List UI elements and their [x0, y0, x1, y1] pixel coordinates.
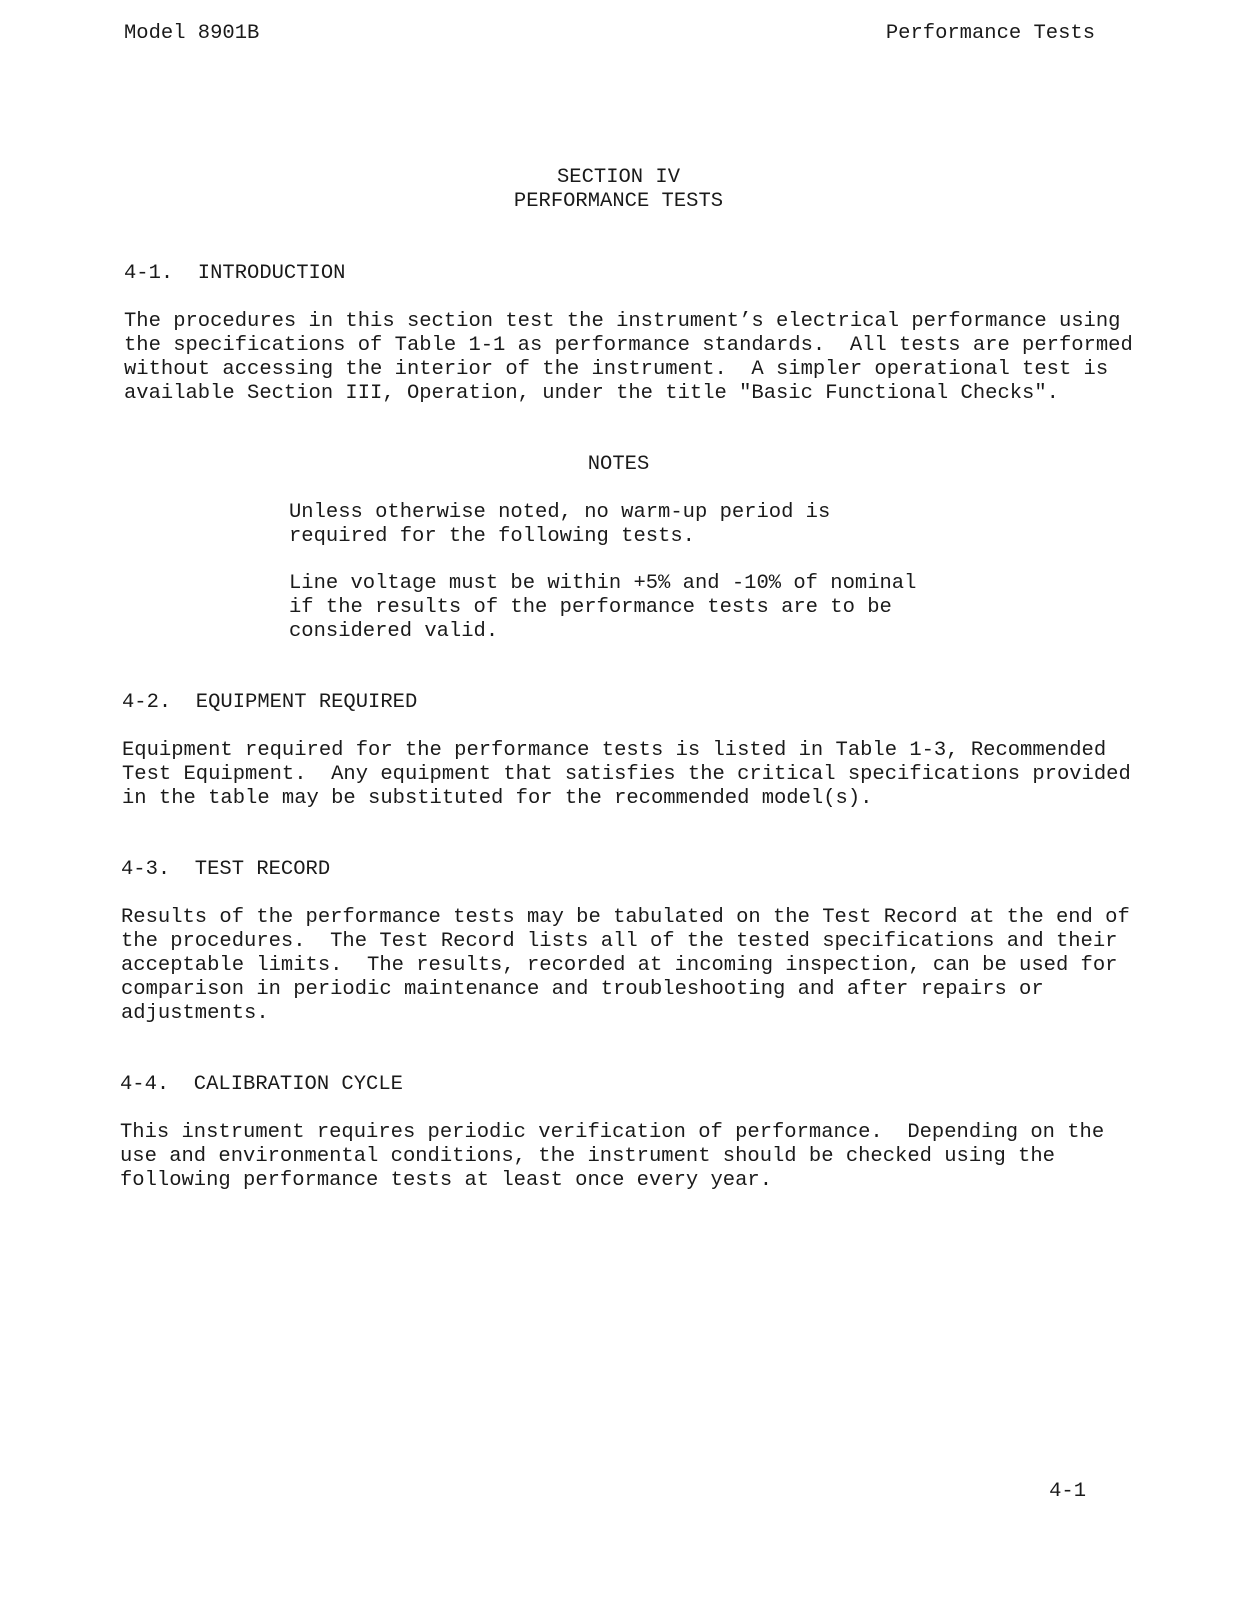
paragraph-equipment-required — [122, 739, 1131, 811]
note-line: Unless otherwise noted, no warm-up period is — [289, 501, 831, 524]
paragraph-introduction — [124, 310, 1133, 406]
paragraph-line: use and environmental conditions, the instrument should be checked using the — [120, 1145, 1055, 1168]
running-header-section: Performance Tests — [885, 22, 1095, 45]
paragraph-line: Equipment required for the performance tests is listed in Table 1-3, Recommended — [122, 739, 1107, 762]
section-number: SECTION IV — [556, 166, 681, 189]
paragraph-line: the procedures. The Test Record lists all of the tested specifications and their — [121, 930, 1118, 953]
paragraph-line: the specifications of Table 1-1 as performance standards. All tests are performed — [124, 334, 1133, 357]
heading-calibration-cycle: 4-4. CALIBRATION CYCLE — [120, 1073, 403, 1096]
paragraph-calibration-cycle — [120, 1121, 1104, 1193]
paragraph-line: acceptable limits. The results, recorded at incoming inspection, can be used for — [121, 954, 1118, 977]
heading-test-record: 4-3. TEST RECORD — [121, 858, 331, 881]
note-line: Line voltage must be within +5% and -10% of nominal — [289, 572, 917, 595]
heading-equipment-required: 4-2. EQUIPMENT REQUIRED — [122, 691, 418, 714]
paragraph-line: This instrument requires periodic verification of performance. Depending on the — [120, 1121, 1105, 1144]
paragraph-test-record — [121, 906, 1130, 1026]
paragraph-line: Test Equipment. Any equipment that satisfies the critical specifications provided — [122, 763, 1131, 786]
running-header-model: Model 8901B — [124, 22, 260, 45]
paragraph-line: comparison in periodic maintenance and troubleshooting and after repairs or — [121, 978, 1044, 1001]
note-line: if the results of the performance tests are to be — [289, 596, 892, 619]
paragraph-line: The procedures in this section test the instrument’s electrical performance using — [124, 310, 1121, 333]
paragraph-line: Results of the performance tests may be tabulated on the Test Record at the end of — [121, 906, 1130, 929]
paragraph-line: following performance tests at least once every year. — [120, 1169, 773, 1192]
heading-introduction: 4-1. INTRODUCTION — [124, 262, 346, 285]
note-line: required for the following tests. — [289, 525, 695, 548]
paragraph-line: without accessing the interior of the instrument. A simpler operational test is — [124, 358, 1109, 381]
note-line: considered valid. — [289, 620, 499, 643]
note-line-voltage — [289, 572, 916, 644]
paragraph-line: in the table may be substituted for the recommended model(s). — [122, 787, 873, 810]
paragraph-line: adjustments. — [121, 1002, 269, 1025]
section-title: PERFORMANCE TESTS — [513, 190, 724, 213]
notes-title: NOTES — [587, 453, 650, 476]
paragraph-line: available Section III, Operation, under the title "Basic Functional Checks". — [124, 382, 1059, 405]
page-number: 4-1 — [1049, 1480, 1086, 1503]
note-warm-up — [289, 501, 830, 549]
